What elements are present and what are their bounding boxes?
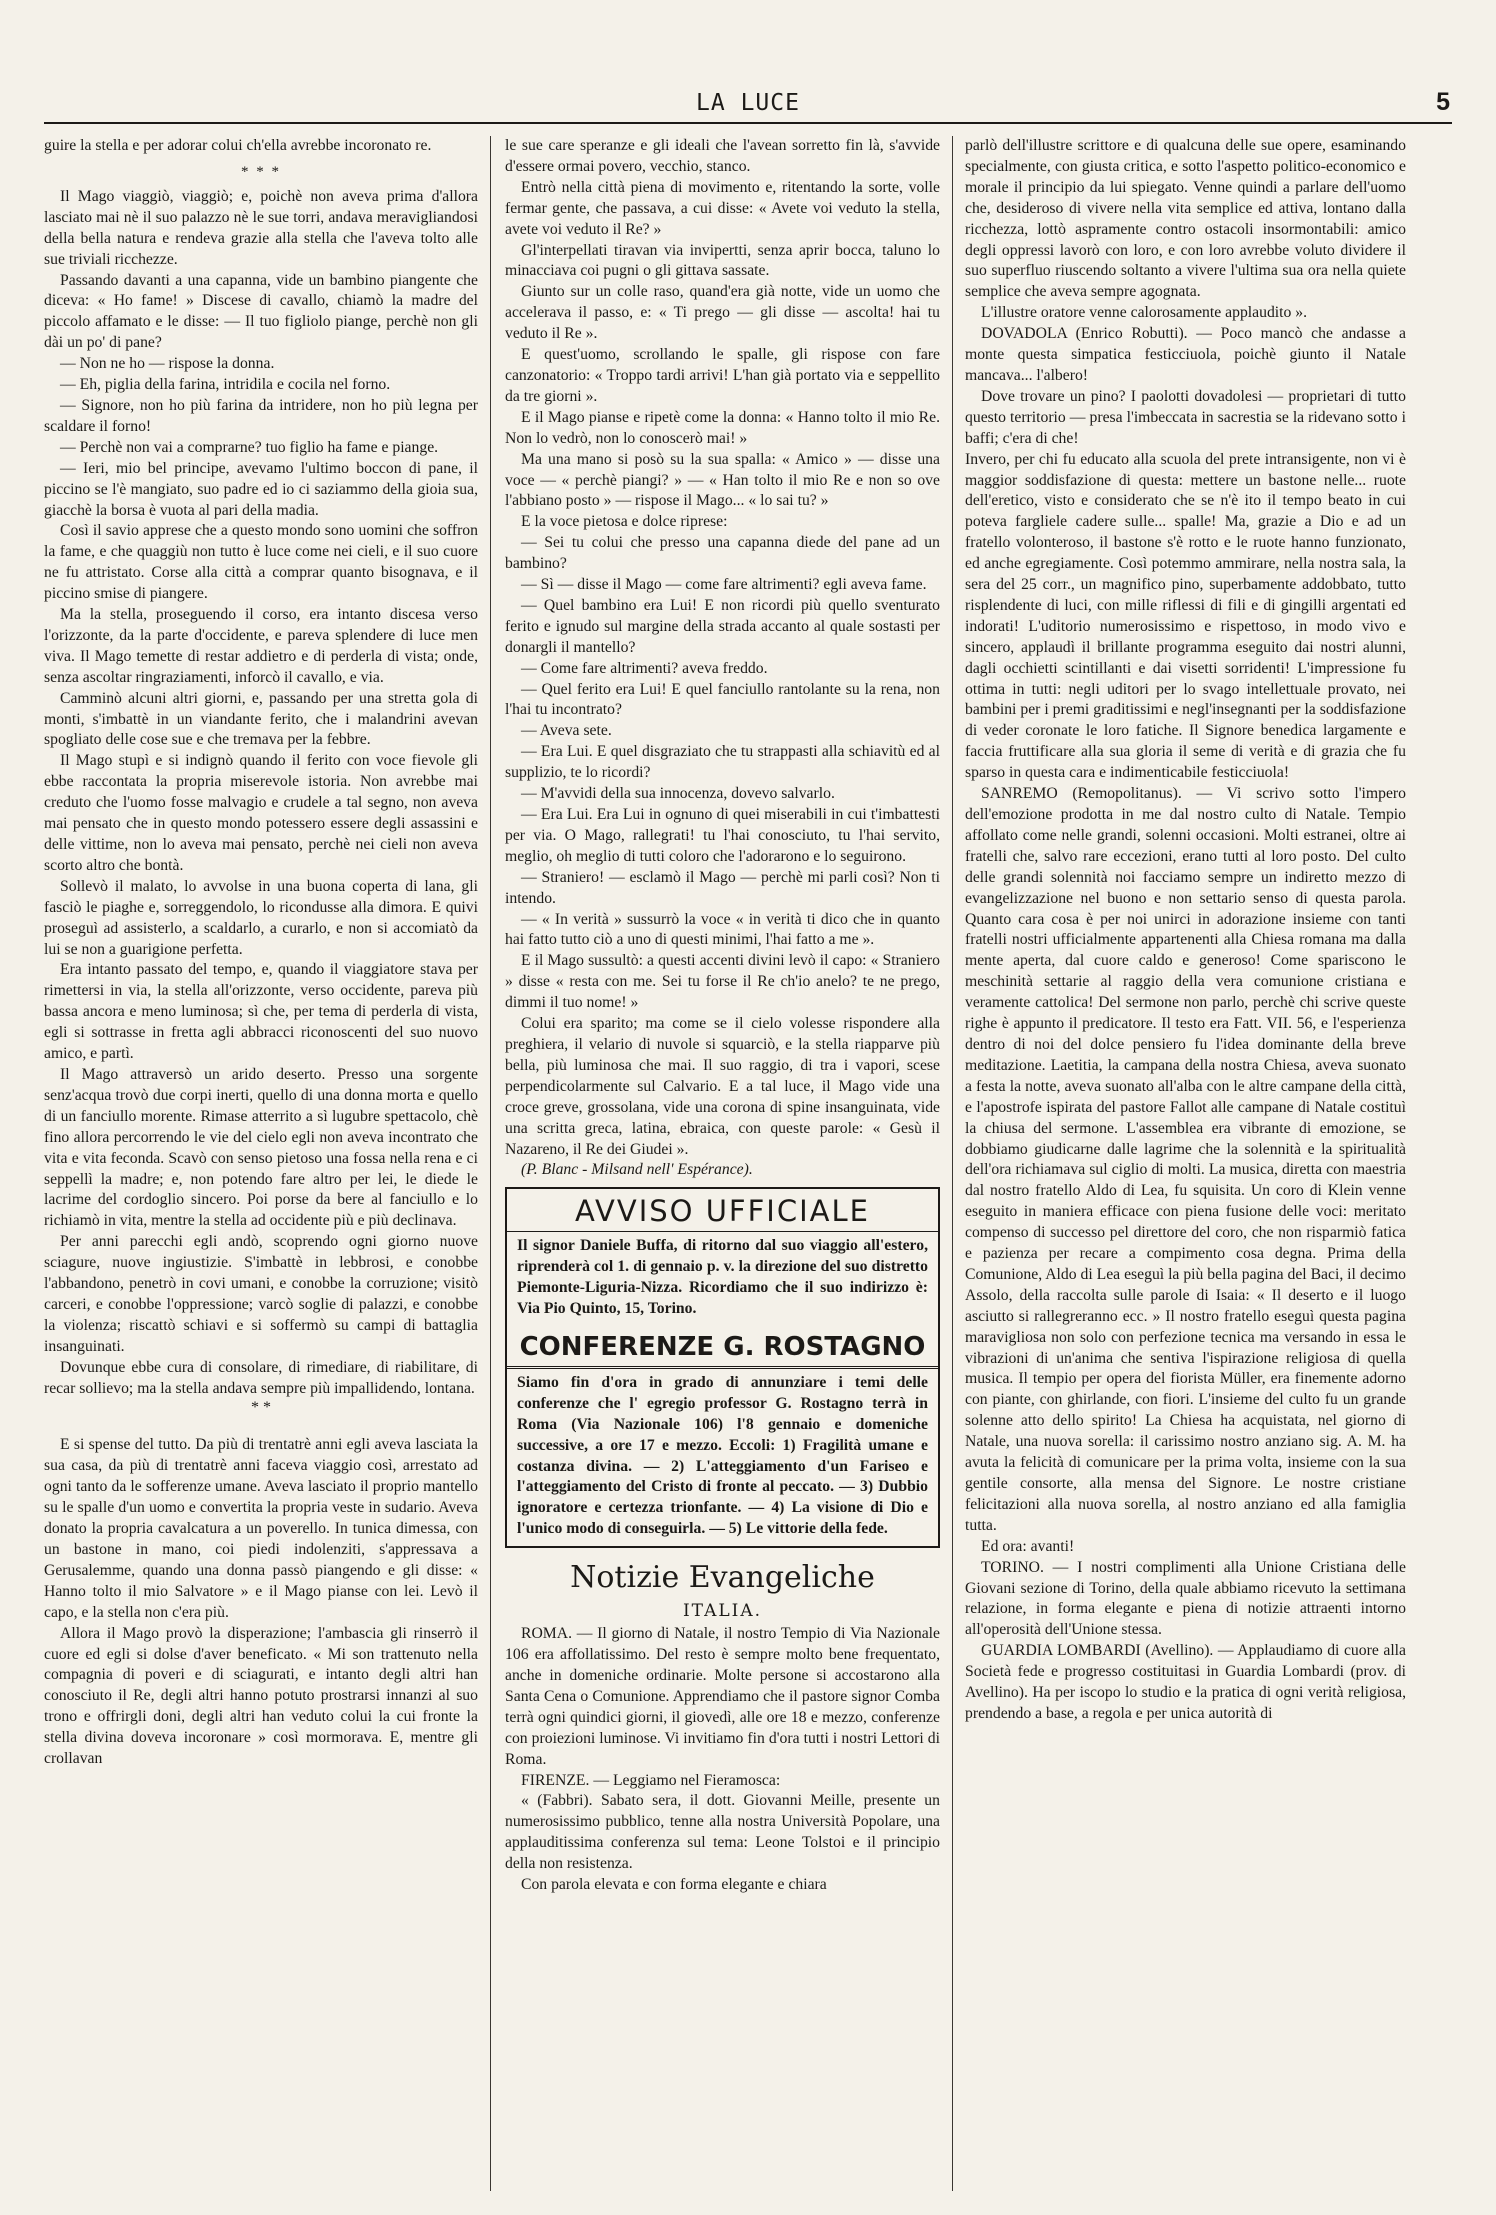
paragraph: Il Mago stupì e si indignò quando il ferito con voce fievole gli ebbe raccontata la propria miserevole istoria. Non avrebbe mai creduto che l'uomo fosse malvagio e crudele a tal segno, non aveva mai pensato che in questo mondo potessero essere degli assassini e delle vittime, non lo aveva mai pensato, perchè nei cieli non aveva scorto altro che bontà. <box>44 752 478 874</box>
paragraph: — Sei tu colui che presso una capanna diede del pane ad un bambino? <box>505 534 940 573</box>
news-item-torino: TORINO. — I nostri complimenti alla Unione Cristiana delle Giovani sezione di Torino, della quale abbiamo ricevuto la settimana relazione, in forma elegante e piena di notizie attraenti intorno all'operosità dell'Unione stessa. <box>965 1558 1406 1639</box>
paragraph: — Quel ferito era Lui! E quel fanciullo rantolante su la rena, non l'hai tu incontrato? <box>505 680 940 719</box>
paragraph: — Perchè non vai a comprarne? tuo figlio ha fame e piange. <box>60 438 439 456</box>
paragraph: « (Fabbri). Sabato sera, il dott. Giovanni Meille, presente un numerosissimo pubblico, tenne alla nostra Università Popolare, una applauditissima conferenza sul tema: Leone Tolstoi e il principio della non resistenza. <box>505 1792 940 1873</box>
paragraph: — Come fare altrimenti? aveva freddo. <box>521 659 768 677</box>
article-signature: (P. Blanc - Milsand nell' Espérance). <box>521 1161 753 1179</box>
news-item-guardia-lombardi: GUARDIA LOMBARDI (Avellino). — Applaudiamo di cuore alla Società fede e progresso costituitasi in Guardia Lombardi (prov. di Avellino). Ha per iscopo lo studio e la pratica di ogni verità religiosa, prendendo a base, a regola e per unica autorità di <box>965 1642 1406 1722</box>
paragraph: Dove trovare un pino? I paolotti dovadolesi — proprietari di tutto questo territorio — presa l'imbeccata in sacrestia se la ridevano sotto i baffi; c'era di che! <box>965 387 1406 447</box>
paragraph: Ma una mano si posò su la sua spalla: « Amico » — disse una voce — « perchè piangi? » — « Han tolto il mio Re e non so ove l'abbiano posto » — rispose il Mago... « lo sai tu? » <box>505 450 940 510</box>
paragraph: — Eh, piglia della farina, intridila e cocila nel forno. <box>60 376 391 394</box>
column-rule-1 <box>490 136 491 2191</box>
paragraph: Camminò alcuni altri giorni, e, passando per una stretta gola di monti, s'imbattè in un viandante ferito, che i malandrini avevan spogliato delle cose sue e che tremava per la febbre. <box>44 689 478 749</box>
paragraph: Colui era sparito; ma come se il cielo volesse rispondere alla preghiera, il velario di nuvole si squarciò, e la stella riapparve più bella, più luminosa che mai. Il suo raggio, di tra i vapori, scese perpendicolarmente sul Calvario. E a tal luce, il Mago vide una croce greve, grossolana, vide una corona di spine insanguinata, vide una scritta greca, latina, ebraica, con queste parole: « Gesù il Nazareno, il Re dei Giudei ». <box>505 1015 940 1158</box>
paragraph: Dovunque ebbe cura di consolare, di rimediare, di riabilitare, di recar sollievo; ma la stella andava sempre più impallidendo, lontana. <box>44 1358 478 1397</box>
column-1 <box>44 136 478 2191</box>
paragraph: Sollevò il malato, lo avvolse in una buona coperta di lana, gli fasciò le piaghe e, sorreggendolo, lo ricondusse alla dimora. E quivi proseguì ad assisterlo, a scaldarlo, a curarlo, e non si accomiatò da lui se non a guarigione perfetta. <box>44 877 478 958</box>
paragraph: — Era Lui. Era Lui in ognuno di quei miserabili in cui t'imbattesti per via. O Mago, rallegrati! tu l'hai conosciuto, tu l'hai servito, meglio, oh meglio di tutti coloro che l'adorarono e lo seguirono. <box>505 806 940 865</box>
paragraph: Per anni parecchi egli andò, scoprendo ogni giorno nuove sciagure, nuove ingiustizie. S'imbattè in lebbrosi, e conobbe l'abbandono, penetrò in covi umani, e conobbe la corruzione; visitò carceri, e conobbe l'oppressione; varcò soglie di palazzi, e conobbe la violenza; riscattò schiavi e si soffermò su campi di battaglia insanguinati. <box>44 1233 478 1355</box>
column-rule-2 <box>952 136 953 2191</box>
page-number: 5 <box>1436 88 1450 116</box>
paragraph: Il Mago attraversò un arido deserto. Presso una sorgente senz'acqua trovò due corpi inerti, quello di una donna morta e quello di un fanciullo morente. Rimase atterrito a sì lugubre spettacolo, chè fino allora percorrendo le vie del cielo egli non aveva incontrato che vita e vita feconda. Scavò con senso pietoso una fossa nella rena e ci seppellì la madre; e, non potendo fare altro per lei, le diede le lacrime del cordoglio sincero. Poi porse da bere al fanciullo e lo richiamò in vita, mentre la stella ad occidente più e più declinava. <box>44 1065 478 1230</box>
conferences-text: Siamo fin d'ora in grado di annunziare i temi delle conferenze che l' egregio professor G. Rostagno terrà in Roma (Via Nazionale 106) l'8 gennaio e domeniche successive, a ore 17 e mezzo. Eccoli: 1) Fragilità umane e costanza divina. — 2) L'atteggiamento d'un Fariseo e l'atteggiamento del Cristo di fronte al peccato. — 3) Dubbio ignoratore e certezza trionfante. — 4) La visione di Dio e l'unico modo di conseguirla. — 5) Le vittorie della fede. <box>517 1373 928 1538</box>
paragraph: parlò dell'illustre scrittore e di qualcuna delle sue opere, esaminando specialmente, con giusta critica, e sotto l'aspetto politico-economico e morale il principio da lui spiegato. Venne quindi a parlare dell'uomo che, desideroso di vivere nella vita semplice ed attiva, lontano dalla ricchezza, lottò aspramente contro ostacoli insormontabili: amico degli oppressi lavorò con loro, e con loro avrebbe voluto dividere il suo superfluo riuscendo soltanto a vivere l'ultima sua ora nella quiete semplice che aveva sempre agognata. <box>965 137 1406 301</box>
paragraph: E il Mago pianse e ripetè come la donna: « Hanno tolto il mio Re. Non lo vedrò, non lo conoscerò mai! » <box>505 408 940 447</box>
paragraph: — M'avvidi della sua innocenza, dovevo salvarlo. <box>521 785 835 803</box>
official-notice-title: AVVISO UFFICIALE <box>507 1191 938 1232</box>
column-3 <box>965 136 1406 2191</box>
paragraph: — Non ne ho — rispose la donna. <box>60 355 275 373</box>
paragraph: Allora il Mago provò la disperazione; l'ambascia gli rinserrò il cuore ed egli si dolse d'aver beneficato. « Mi son trattenuto nella compagnia di poveri e di sciagurati, e intanto degli altri han conosciuto il Re, degli altri hanno potuto prostrarsi innanzi al suo trono e offrirgli doni, degli altri han veduto colui la cui fronte la stella divina doveva incoronare » così mormorava. E, mentre gli crollavan <box>44 1624 478 1768</box>
paragraph: — Straniero! — esclamò il Mago — perchè mi parli così? Non ti intendo. <box>505 868 940 907</box>
paragraph: — Sì — disse il Mago — come fare altrimenti? egli aveva fame. <box>521 576 927 594</box>
section-separator: * * * <box>241 163 281 180</box>
paragraph: Entrò nella città piena di movimento e, ritentando la sorte, volle fermar gente, che passava, a cui disse: « Avete voi veduto la stella, avete voi veduto il Re? » <box>505 178 940 238</box>
news-section-subtitle: ITALIA. <box>682 1601 763 1622</box>
paragraph: E si spense del tutto. Da più di trentatrè anni egli aveva lasciata la sua casa, da più di trentatrè anni faceva viaggio così, arrestato ad ogni tanto da le sofferenze umane. Aveva lasciato il proprio mantello su le spalle d'un uomo e convertita la propria veste in sudario. Aveva donato la propria cavalcatura a un poverello. In tunica dimessa, con un bastone in mano, coi piedi indolenziti, s'appressava a Gerusalemme, quando una donna passò piangendo e gli disse: « Hanno tolto il mio Salvatore » e il Mago pianse con lei. Levò il capo, e la stella non c'era più. <box>44 1436 478 1621</box>
conferences-title: CONFERENZE G. ROSTAGNO <box>507 1328 938 1369</box>
paragraph: — Ieri, mio bel principe, avevamo l'ultimo boccon di pane, il piccino se l'è mangiato, suo padre ed io ci saziammo della gioia sua, giacchè la borsa è vuota al pari della madia. <box>44 459 478 519</box>
paragraph: E il Mago sussultò: a questi accenti divini levò il capo: « Straniero » disse « resta con me. Sei tu forse il Re ch'io anelo? te ne prego, dimmi il tuo nome! » <box>505 952 940 1012</box>
paragraph: — Era Lui. E quel disgraziato che tu strappasti alla schiavitù ed al supplizio, te lo ricordi? <box>505 743 940 782</box>
paragraph: — Signore, non ho più farina da intridere, non ho più legna per scaldare il forno! <box>44 396 478 435</box>
paragraph: — « In verità » sussurrò la voce « in verità ti dico che in quanto hai fatto tutto ciò a uno di questi minimi, l'hai fatto a me ». <box>505 910 940 949</box>
news-item-roma: ROMA. — Il giorno di Natale, il nostro Tempio di Via Nazionale 106 era affollatissimo. Del resto è sempre molto bene frequentato, anche in domeniche ordinarie. Molte persone si accostarono alla Santa Cena o Comunione. Apprendiamo che il pastore signor Comba terrà ogni quindici giorni, il giovedì, alle ore 18 e mezzo, conferenze con proiezioni luminose. Vi invitiamo fin d'ora tutti i nostri Lettori di Roma. <box>505 1625 940 1768</box>
paragraph: Gl'interpellati tiravan via invipertti, senza aprir bocca, taluno lo minacciava coi pugni o gli gittava sassate. <box>505 241 940 280</box>
paragraph: le sue care speranze e gli ideali che l'avean sorretto fin là, s'avvide d'essere ormai povero, vecchio, stanco. <box>505 137 940 175</box>
page-header <box>44 88 1452 124</box>
news-item-firenze: FIRENZE. — Leggiamo nel Fieramosca: <box>521 1771 781 1789</box>
paragraph: Ma la stella, proseguendo il corso, era intanto discesa verso l'orizzonte, da la parte d'occidente, e pareva splendere di luce men viva. Il Mago temette di restar addietro e di perderla di vista; onde, senza ascoltar ringraziamenti, inforcò il cavallo, e via. <box>44 606 478 686</box>
paragraph: E quest'uomo, scrollando le spalle, gli rispose con fare canzonatorio: « Troppo tardi arrivi! L'han già portato via e seppellito da tre giorni ». <box>505 346 940 405</box>
official-notice-text: Il signor Daniele Buffa, di ritorno dal suo viaggio all'estero, riprenderà col 1. di gennaio p. v. la direzione del suo distretto Piemonte-Liguria-Nizza. Ricordiamo che il suo indirizzo è: Via Pio Quinto, 15, Torino. <box>517 1237 928 1318</box>
paragraph: Così il savio apprese che a questo mondo sono uomini che soffron la fame, e che quaggiù non tutto è luce come nei cieli, e il suo cuore ne fu attristato. Corse alla città a comprar quanto bisognava, e il piccino smise di piangere. <box>44 522 478 603</box>
paragraph: — Quel bambino era Lui! E non ricordi più quello sventurato ferito e ignudo sul margine della strada accanto al quale sostasti per donargli il mantello? <box>505 596 940 656</box>
paragraph: Con parola elevata e con forma elegante e chiara <box>521 1876 827 1894</box>
section-separator: * * <box>251 1399 271 1417</box>
news-item-sanremo: SANREMO (Remopolitanus). — Vi scrivo sotto l'impero dell'emozione prodotta in me dal nostro culto di Natale. Tempio affollato come nelle grandi, solenni occasioni. Molti estranei, oltre ai fratelli che, salvo rare eccezioni, erano tutti al loro posto. Del culto delle grandi solennità noi facciamo sempre un indiretto mezzo di evangelizzazione nel buono e non settario senso di questa parola. Quanto cara cosa è per noi unirci in adorazione insieme con tanti fratelli nostri ufficialmente appartenenti alla Chiesa romana ma dalla mente aperta, dal cuore caldo e generoso! Come spariscono le meschinità settarie al raggio della vera comunione cristiana e veramente cattolica! Del sermone non parlo, perchè chi scrive queste righe è appunto il predicatore. Il testo era Fatt. VII. 56, e l'esperienza dentro di noi del dolce pensiero fu l'idea dominante della breve meditazione. Laetitia, la campana della nostra Chiesa, aveva suonato a festa la notte, aveva suonato all'alba con le altre campane della città, e l'apostrofe ispirata del pastore Fallot alle campane di Natale costituì la chiusa del sermone. L'assemblea era vibrante di emozione, se dobbiamo giudicarne dalle lagrime che la solennità e la spiritualità dell'ora richiamava sul ciglio di molti. La musica, diretta con maestria dal nostro fratello Aldo di Lea, fu squisita. Un coro di Klein venne eseguito in maniera efficace con piena fusione delle voci: meritato compenso di successo pel direttore del coro, che non risparmiò fatica e pazienza per recare a compimento cosa degna. Prima della Comunione, Aldo di Lea eseguì la più bella pagina del Baci, il decimo Assolo, della raccolta sulle parole di Isaia: « Il deserto e il luogo asciutto si rallegreranno ecc. » Il nostro fratello eseguì questa pagina maravigliosa non solo con perfezione tecnica ma versando in essa le vibrazioni di un'anima che sentiva l'ispirazione religiosa di quella musica. Il tempio per opera del fiorista Müller, era finemente adorno con piante, con ghirlande, con fiori. L'insieme del culto fu un grande solenne atto dello spirito! La Chiesa ha acquistata, nel giorno di Natale, una nuova sorella: il carissimo nostro anziano sig. A. M. ha avuta la felicità di comunicare per la prima volta, insieme con la sua gentile consorte, alla mensa del Signore. Le nostre cristiane felicitazioni alla nuova sorella, al nostro anziano ed alla famiglia tutta. <box>965 785 1406 1534</box>
paragraph: Il Mago viaggiò, viaggiò; e, poichè non aveva prima d'allora lasciato mai nè il suo palazzo nè le sue torri, andava meravigliandosi della bella natura e rendeva grazie alla stella che l'aveva tolto alle sue triviali ricchezze. <box>44 187 478 268</box>
paragraph: Invero, per chi fu educato alla scuola del prete intransigente, non vi è maggior soddisfazione di questa: mettere un bastone nelle... ruote dell'eretico, visto e considerato che se n'è ito il tempo beato in cui poteva fargliele cadere sulle... spalle! Ma, grazie a Dio e ad un fratello volonteroso, il bastone s'è rotto e le ruote hanno funzionato, ed anche egregiamente. Così potemmo ammirare, nella nostra sala, la sera del 25 corr., un magnifico pino, superbamente addobbato, tutto risplendente di luci, con mille riflessi di fili e di gingilli argentati ed indorati! L'uditorio numerosissimo e rispettoso, in modo vivo e sincero, applaudì il brillante programma eseguito dai nostri alunni, dagli occhietti scintillanti e dai visetti sorridenti! L'impressione fu ottima in tutti: negli uditori per lo svago intellettuale provato, nei bambini per i premi graditissimi e negl'insegnanti per la soddisfazione di veder coronate le loro fatiche. Il Signore benedica largamente e faccia fruttificare alla sua gloria il seme di verità e di grazia che fu sparso in questa cara e indimenticabile festicciuola! <box>965 450 1406 782</box>
paragraph: Ed ora: avanti! <box>981 1537 1075 1555</box>
paragraph: Passando davanti a una capanna, vide un bambino piangente che diceva: « Ho fame! » Discese di cavallo, chiamò la madre del piccolo affamato e le disse: — Il tuo figliolo piange, perchè non gli dài un po' di pane? <box>44 271 478 352</box>
paragraph: guire la stella e per adorar colui ch'ella avrebbe incoronato re. <box>44 137 432 154</box>
paragraph: L'illustre oratore venne calorosamente applaudito ». <box>981 304 1308 322</box>
newspaper-title: LA LUCE <box>696 90 800 116</box>
paragraph: Giunto sur un colle raso, quand'era già notte, vide un uomo che accelerava il passo, e: « Ti prego — gli disse — ascolta! hai tu veduto il Re ». <box>505 283 940 343</box>
paragraph: Era intanto passato del tempo, e, quando il viaggiatore stava per rimettersi in via, la stella all'orizzonte, verso occidente, pareva più bassa ancora e meno luminosa; sì che, per tema di perderla di vista, egli si sottrasse in fretta agli abbracci riconoscenti del suo nuovo amico, e partì. <box>44 961 478 1063</box>
news-item-dovadola: DOVADOLA (Enrico Robutti). — Poco mancò che andasse a monte questa simpatica festicciuola, poichè giunto il Natale mancava... l'albero! <box>965 325 1406 384</box>
paragraph: E la voce pietosa e dolce riprese: <box>521 513 728 531</box>
news-section-title: Notizie Evangeliche <box>570 1560 875 1596</box>
paragraph: — Aveva sete. <box>521 722 612 740</box>
official-notice-box <box>505 1187 940 1548</box>
column-2 <box>505 136 940 2191</box>
